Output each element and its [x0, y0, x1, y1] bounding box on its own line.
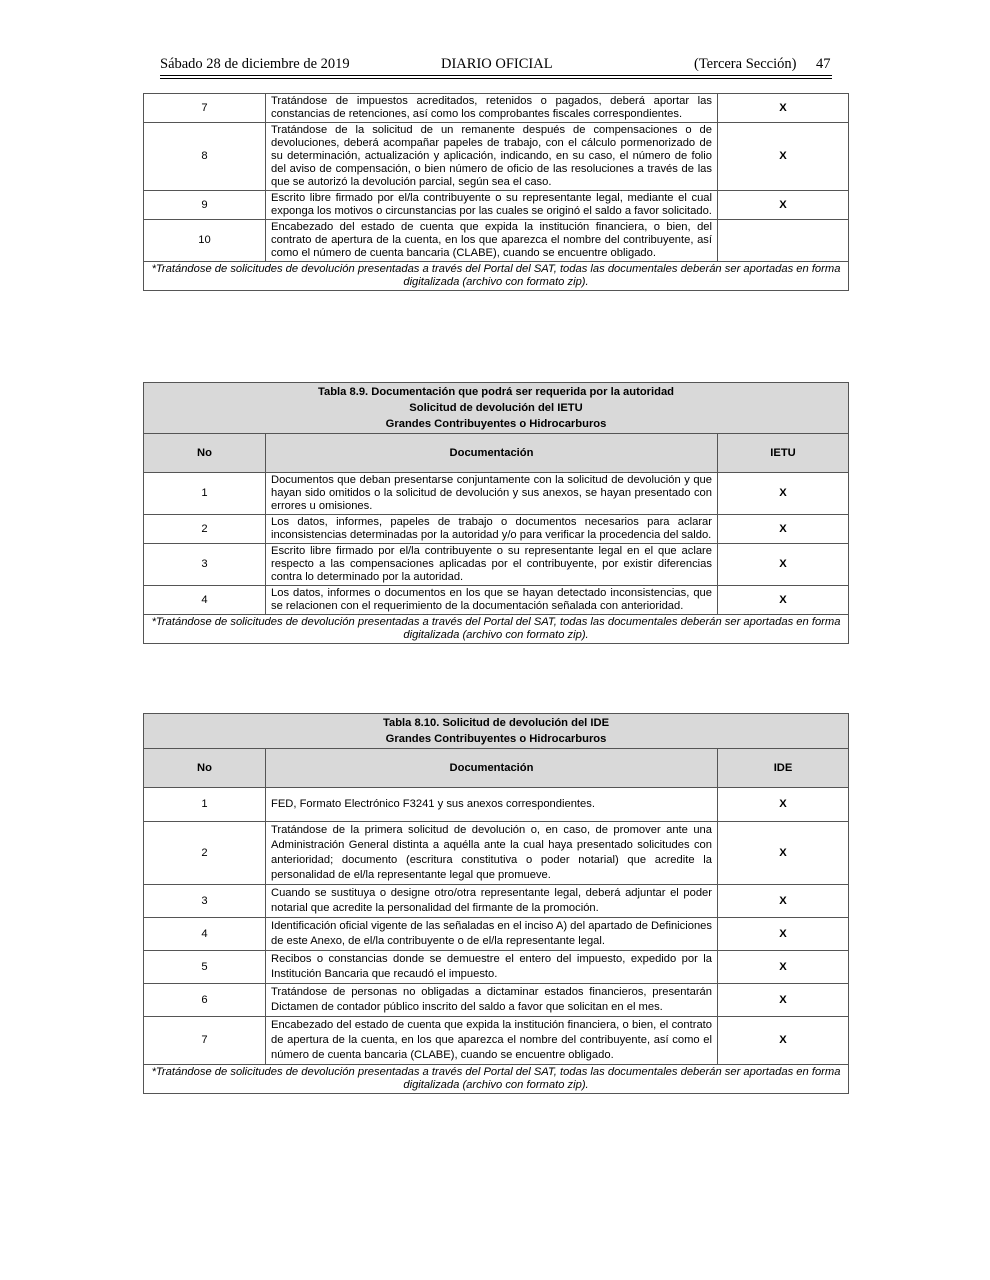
table-row [144, 94, 849, 123]
column-header-no: No [144, 434, 266, 473]
table-row [144, 885, 849, 918]
table-note-row [144, 262, 849, 291]
table-row [144, 586, 849, 615]
table-8-10 [143, 713, 849, 1094]
row-description: Tratándose de la primera solicitud de devolución o, en caso, de promover ante una Administración General distinta a aquélla ante la cual haya presentado solicitudes con anterioridad; documento (escritura constitutiva o poder notarial) que acredite la personalidad de el/la representante legal que promueve. [266, 822, 718, 885]
table-note: *Tratándose de solicitudes de devolución presentadas a través del Portal del SAT, todas las documentales deberán ser aportadas en forma digitalizada (archivo con formato zip). [144, 1065, 849, 1094]
table-row [144, 473, 849, 515]
table-title-line: Tabla 8.10. Solicitud de devolución del IDE [382, 717, 610, 729]
row-number: 7 [144, 1017, 266, 1065]
row-description: FED, Formato Electrónico F3241 y sus anexos correspondientes. [266, 788, 718, 822]
row-number: 4 [144, 918, 266, 951]
row-mark: X [718, 885, 849, 918]
row-description: Tratándose de personas no obligadas a dictaminar estados financieros, presentarán Dictamen de contador público inscrito del saldo a favor que solicitan en el mes. [266, 984, 718, 1017]
table-row [144, 918, 849, 951]
header-publication: DIARIO OFICIAL [441, 56, 553, 72]
table-note-row [144, 615, 849, 644]
row-number: 7 [144, 94, 266, 123]
row-description: Tratándose de impuestos acreditados, retenidos o pagados, deberá aportar las constancias de retenciones, así como los comprobantes fiscales correspondientes. [266, 94, 718, 123]
header-date: Sábado 28 de diciembre de 2019 [160, 56, 350, 72]
row-description: Encabezado del estado de cuenta que expida la institución financiera, o bien, el contrato de apertura de la cuenta, en los que aparezca el nombre del contribuyente, así como el número de cuenta bancaria (CLABE), cuando se encuentre obligado. [266, 1017, 718, 1065]
row-number: 4 [144, 586, 266, 615]
row-description: Los datos, informes o documentos en los que se hayan detectado inconsistencias, que se relacionen con el requerimiento de la documentación señalada con anterioridad. [266, 586, 718, 615]
row-mark: X [718, 94, 849, 123]
table-row [144, 191, 849, 220]
table-header-row [144, 434, 849, 473]
table-note: *Tratándose de solicitudes de devolución presentadas a través del Portal del SAT, todas las documentales deberán ser aportadas en forma digitalizada (archivo con formato zip). [144, 615, 849, 644]
row-mark: X [718, 1017, 849, 1065]
row-description: Escrito libre firmado por el/la contribuyente o su representante legal, mediante el cual exponga los motivos o circunstancias por las cuales se originó el saldo a favor solicitado. [266, 191, 718, 220]
table-note-row [144, 1065, 849, 1094]
row-number: 1 [144, 788, 266, 822]
page-header [160, 56, 832, 76]
row-description: Encabezado del estado de cuenta que expida la institución financiera, o bien, del contrato de apertura de la cuenta, en los que aparezca el nombre del contribuyente, así como el número de cuenta bancaria (CLABE), cuando se encuentre obligado. [266, 220, 718, 262]
row-number: 6 [144, 984, 266, 1017]
header-page-number: 47 [816, 56, 831, 72]
row-number: 1 [144, 473, 266, 515]
row-mark: X [718, 788, 849, 822]
row-number: 2 [144, 515, 266, 544]
table-row [144, 1017, 849, 1065]
row-number: 3 [144, 544, 266, 586]
row-mark: X [718, 951, 849, 984]
table-row [144, 220, 849, 262]
table-row [144, 984, 849, 1017]
table-header-row [144, 749, 849, 788]
header-section: (Tercera Sección) [694, 56, 797, 72]
row-description: Recibos o constancias donde se demuestre el entero del impuesto, expedido por la Institución Bancaria que recaudó el impuesto. [266, 951, 718, 984]
row-mark: X [718, 123, 849, 191]
table-row [144, 123, 849, 191]
table-row [144, 951, 849, 984]
row-mark: X [718, 822, 849, 885]
table-8-9 [143, 382, 849, 644]
table-row [144, 544, 849, 586]
row-mark: X [718, 473, 849, 515]
table-note: *Tratándose de solicitudes de devolución presentadas a través del Portal del SAT, todas las documentales deberán ser aportadas en forma digitalizada (archivo con formato zip). [144, 262, 849, 291]
row-description: Documentos que deban presentarse conjuntamente con la solicitud de devolución y que hayan sido omitidos o la solicitud de devolución y sus anexos, se hayan presentado con errores u omisiones. [266, 473, 718, 515]
row-number: 10 [144, 220, 266, 262]
column-header-tax: IETU [718, 434, 849, 473]
column-header-no: No [144, 749, 266, 788]
table-title-row [144, 714, 849, 749]
row-number: 8 [144, 123, 266, 191]
row-mark: X [718, 984, 849, 1017]
row-mark: X [718, 586, 849, 615]
table-title-row [144, 383, 849, 434]
header-rule [160, 75, 832, 76]
column-header-tax: IDE [718, 749, 849, 788]
table-title-line: Grandes Contribuyentes o Hidrocarburos [385, 733, 607, 745]
row-mark: X [718, 544, 849, 586]
table-title [144, 714, 849, 749]
row-mark: X [718, 191, 849, 220]
column-header-documentation: Documentación [266, 749, 718, 788]
table-title [144, 383, 849, 434]
row-description: Los datos, informes, papeles de trabajo o documentos necesarios para aclarar inconsistencias determinadas por la autoridad y/o para verificar la procedencia del saldo. [266, 515, 718, 544]
row-mark: X [718, 918, 849, 951]
row-description: Identificación oficial vigente de las señaladas en el inciso A) del apartado de Definiciones de este Anexo, de el/la contribuyente o de el/la representante legal. [266, 918, 718, 951]
row-number: 2 [144, 822, 266, 885]
table-title-line: Tabla 8.9. Documentación que podrá ser requerida por la autoridad [318, 386, 675, 398]
table-row [144, 822, 849, 885]
column-header-documentation: Documentación [266, 434, 718, 473]
row-number: 9 [144, 191, 266, 220]
table-title-line: Grandes Contribuyentes o Hidrocarburos [385, 418, 607, 430]
row-number: 3 [144, 885, 266, 918]
row-mark [718, 220, 849, 262]
table-title-line: Solicitud de devolución del IETU [409, 402, 583, 414]
row-number: 5 [144, 951, 266, 984]
row-description: Cuando se sustituya o designe otro/otra representante legal, deberá adjuntar el poder notarial que acredite la personalidad del firmante de la promoción. [266, 885, 718, 918]
table-row [144, 515, 849, 544]
table-row [144, 788, 849, 822]
row-description: Escrito libre firmado por el/la contribuyente o su representante legal en el que aclare respecto a las compensaciones aplicadas por el contribuyente, por existir diferencias contra lo determinado por la autoridad. [266, 544, 718, 586]
row-description: Tratándose de la solicitud de un remanente después de compensaciones o de devoluciones, deberá acompañar papeles de trabajo, con el cálculo pormenorizado de su determinación, actualización y aplicación, indicando, en su caso, el número de folio del aviso de compensación, o bien número de oficio de las resoluciones a través de las que se autorizó la devolución parcial, según sea el caso. [266, 123, 718, 191]
table-continued [143, 93, 849, 291]
row-mark: X [718, 515, 849, 544]
header-rule [160, 78, 832, 79]
